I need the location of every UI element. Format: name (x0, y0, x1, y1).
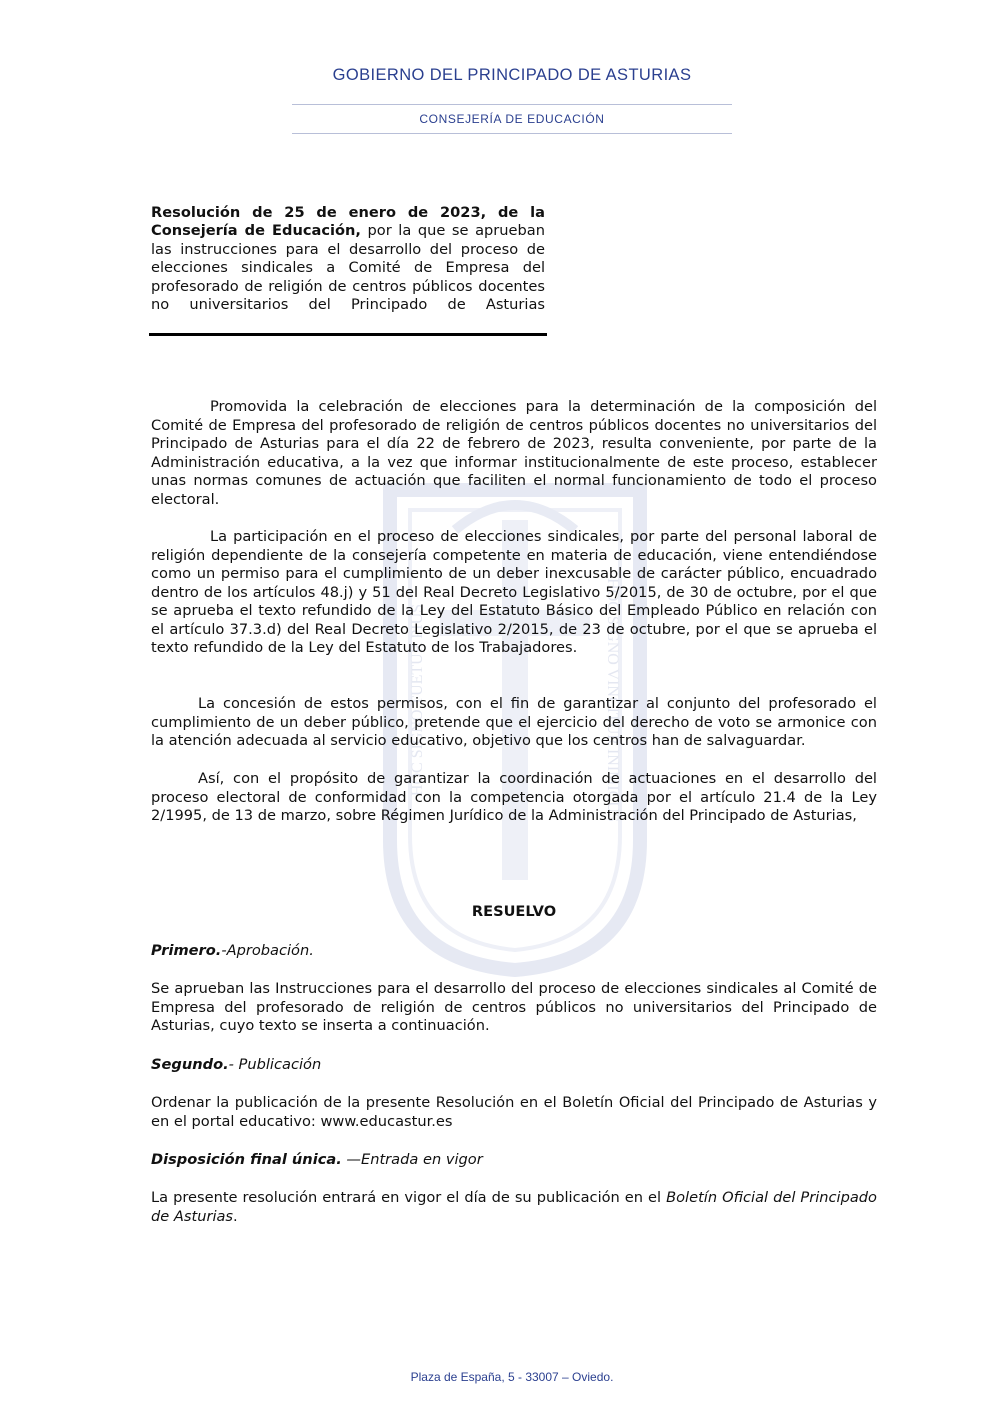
paragraph-4: Así, con el propósito de garantizar la coordinación de actuaciones en el desarrollo del proceso electoral de conformidad con la competencia otorgada por el artículo 21.4 de la Ley 2/1995, de 13 de marzo, sobre Régimen Jurídico de la Administración del Principado de Asturias, (151, 770, 877, 824)
watermark-right-motto: HOC SIGNO VINCITUR INIMICUS (604, 578, 621, 822)
section-primero-heading (151, 942, 877, 961)
resuelvo-heading: RESUELVO (471, 903, 557, 920)
page-header-title: GOBIERNO DEL PRINCIPADO DE ASTURIAS (332, 66, 692, 84)
section-final-text-italic: Boletín Oficial del Principado de Asturias (151, 1189, 877, 1225)
page-header-subtitle: CONSEJERÍA DE EDUCACIÓN (419, 112, 605, 126)
paragraph-2: La participación en el proceso de elecciones sindicales, por parte del personal laboral de religión dependiente de la consejería competente en materia de educación, viene entendiéndose como un permiso para el cumplimiento de un deber inexcusable de carácter público, encuadrado dentro de los artículos 48.j) y 51 del Real Decreto Legislativo 5/2015, de 30 de octubre, por el que se aprueba el texto refundido de la Ley del Estatuto Básico del Empleado Público en relación con el artículo 37.3.d) del Real Decreto Legislativo 2/2015, de 23 de octubre, por el que se aprueba el texto refundido de la Ley del Estatuto de los Trabajadores. (151, 528, 877, 656)
section-primero-title: -Aprobación. (221, 942, 314, 959)
paragraph-1: Promovida la celebración de elecciones para la determinación de la composición del Comité de Empresa del profesorado de religión de centros públicos docentes no universitarios del Principado de Asturias para el día 22 de febrero de 2023, resulta conveniente, por parte de la Administración educativa, a la vez que informar institucionalmente de este proceso, establecer unas normas comunes de actuación que faciliten el normal funcionamiento de todo el proceso electoral. (151, 398, 877, 508)
header-divider-top (292, 104, 732, 105)
header-divider-bottom (292, 133, 732, 134)
section-final-text-after: . (233, 1207, 238, 1225)
watermark-left-motto: HOC SIGNO TUETUR PIUS (409, 603, 426, 797)
section-segundo-heading (151, 1056, 877, 1075)
section-segundo-text: Ordenar la publicación de la presente Resolución en el Boletín Oficial del Principado de Asturias y en el portal educativo: www.educastur.es (151, 1094, 877, 1130)
section-final-text (151, 1189, 877, 1226)
paragraph-3: La concesión de estos permisos, con el fin de garantizar al conjunto del profesorado el cumplimiento de un deber público, pretende que el ejercicio del derecho de voto se armonice con la atención adecuada al servicio educativo, objetivo que los centros han de salvaguardar. (151, 695, 877, 749)
section-final-heading (151, 1151, 877, 1170)
section-final-label: Disposición final única. (151, 1151, 342, 1168)
resolution-title (151, 204, 545, 314)
section-segundo-label: Segundo. (151, 1056, 229, 1073)
resolution-title-rest: por la que se aprueban las instrucciones para el desarrollo del proceso de elecciones sindicales a Comité de Empresa del profesorado de religión de centros públicos docentes no universitarios del Principado de Asturias (151, 222, 545, 314)
section-final-text-before: La presente resolución entrará en vigor el día de su publicación en el (151, 1189, 667, 1206)
section-final-title: —Entrada en vigor (341, 1151, 483, 1168)
page-footer-address: Plaza de España, 5 - 33007 – Oviedo. (410, 1370, 614, 1384)
resolution-title-bold: Resolución de 25 de enero de 2023, de la Consejería de Educación, (151, 204, 545, 240)
section-segundo-title: - Publicación (228, 1056, 322, 1073)
section-primero-label: Primero. (151, 942, 222, 959)
title-underline (149, 333, 547, 336)
section-primero-text: Se aprueban las Instrucciones para el desarrollo del proceso de elecciones sindicales al Comité de Empresa del profesorado de religión de centros públicos no universitarios del Principado de Asturias, cuyo texto se inserta a continuación. (151, 980, 877, 1034)
